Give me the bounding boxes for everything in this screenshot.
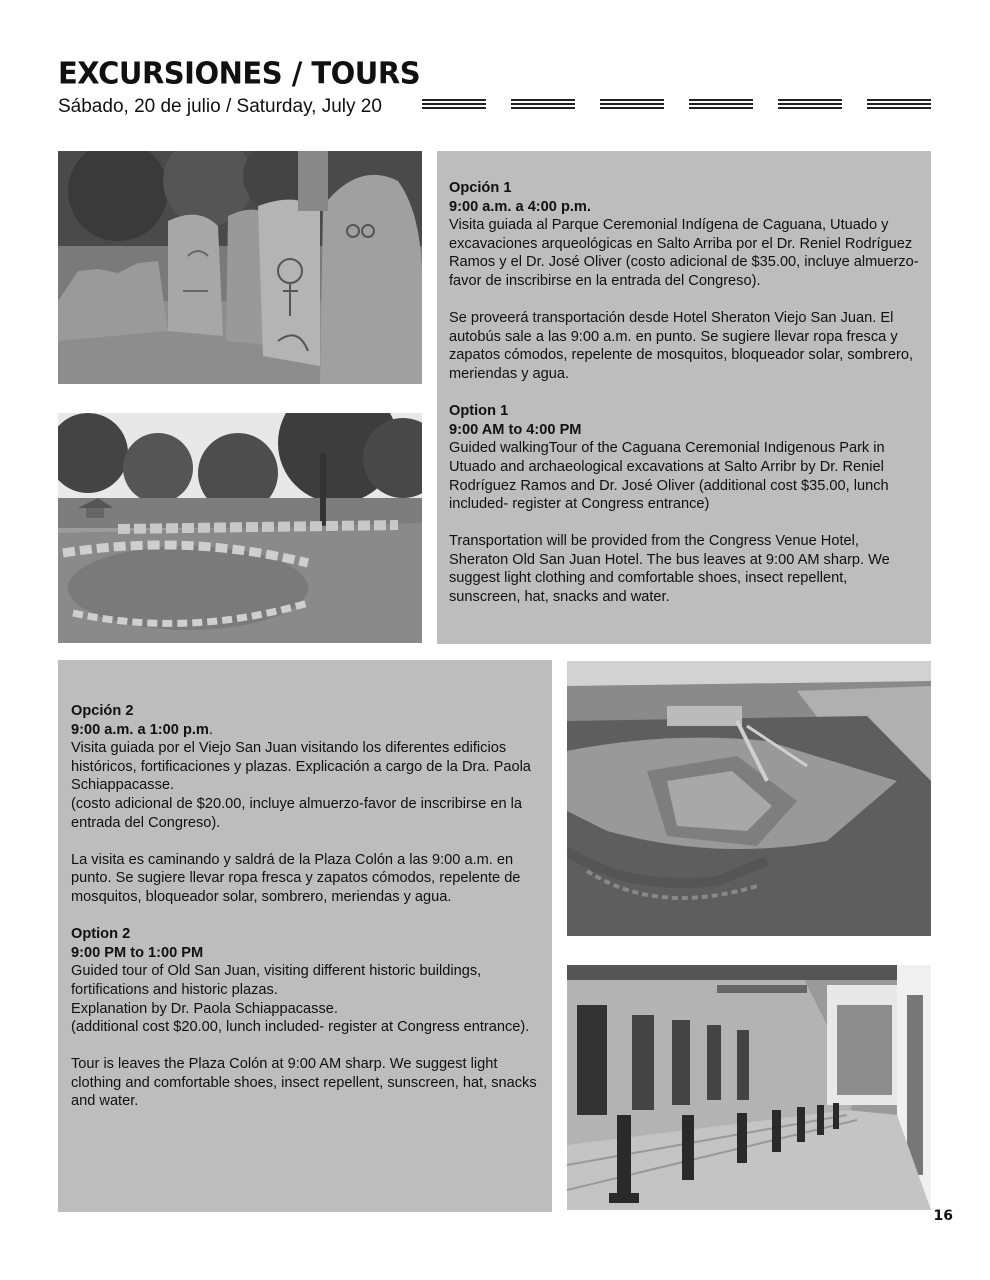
option1-en-time: 9:00 AM to 4:00 PM	[449, 421, 582, 438]
option2-en-time: 9:00 PM to 1:00 PM	[71, 944, 204, 961]
option2-es-description: Visita guiada por el Viejo San Juan visitando los diferentes edificios históricos, fortificaciones y plazas. Explicación a cargo de la Dra. Paola Schiappacasse.	[71, 740, 531, 794]
option2-es-time: 9:00 a.m. a 1:00 p.m	[71, 721, 209, 738]
photo-aerial-fortress	[567, 661, 931, 936]
option2-en-description: Guided tour of Old San Juan, visiting different historic buildings, fortifications and historic plazas.	[71, 963, 482, 998]
option1-es-description: Visita guiada al Parque Ceremonial Indígena de Caguana, Utuado y excavaciones arqueológicas en Salto Arriba por el Dr. Reniel Rodríguez Ramos y el Dr. José Oliver (costo adicional de $35.00, incluye almuerzo-favor de inscribirse en la entrada del Congreso).	[449, 217, 919, 289]
option2-en-explanation: Explanation by Dr. Paola Schiappacasse.	[71, 1000, 338, 1017]
rule-segment	[867, 99, 931, 110]
photo-colonial-street	[567, 965, 931, 1210]
option1-en-heading: Option 1	[449, 403, 509, 420]
option2-es-time-suffix: .	[208, 721, 213, 738]
rule-segment	[422, 99, 486, 110]
option1-box	[437, 151, 931, 644]
photo-ceremonial-plaza	[58, 413, 422, 643]
page-number: 16	[933, 1208, 953, 1224]
option1-en-description: Guided walkingTour of the Caguana Ceremonial Indigenous Park in Utuado and archaeological excavations at Salto Arribr by Dr. Reniel Rodríguez Ramos and Dr. José Oliver (additional cost $35.00, lunch included- register at Congress entrance)	[449, 440, 889, 513]
option1-en-transport: Transportation will be provided from the Congress Venue Hotel, Sheraton Old San Juan Hotel. The bus leaves at 9:00 AM sharp. We suggest light clothing and comfortable shoes, insect repellent, sunscreen, hat, snacks and water.	[449, 533, 890, 606]
page-title: EXCURSIONES / TOURS	[58, 55, 421, 91]
option1-es-heading: Opción 1	[449, 180, 512, 196]
option1-es-transport: Se proveerá transportación desde Hotel Sheraton Viejo San Juan. El autobús sale a las 9:00 a.m. en punto. Se sugiere llevar ropa fresca y zapatos cómodos, repelente de mosquitos, bloqueador solar, sombrero, meriendas y agua.	[449, 310, 914, 382]
option1-es-block	[449, 179, 919, 291]
option2-es-block	[71, 702, 540, 832]
option2-es-walk: La visita es caminando y saldrá de la Plaza Colón a las 9:00 a.m. en punto. Se sugiere llevar ropa fresca y zapatos cómodos, repelente de mosquitos, bloqueador solar, sombrero, meriendas y agua.	[71, 851, 521, 905]
rule-segment	[511, 99, 575, 110]
option2-box	[58, 660, 552, 1212]
option2-es-heading: Opción 2	[71, 703, 134, 719]
option2-en-walk: Tour is leaves the Plaza Colón at 9:00 AM sharp. We suggest light clothing and comfortable shoes, insect repellent, sunscreen, hat, snacks and water.	[71, 1056, 537, 1110]
option1-en-block	[449, 402, 919, 514]
option1-es-time: 9:00 a.m. a 4:00 p.m.	[449, 198, 591, 215]
option2-en-block	[71, 925, 540, 1037]
option2-en-cost: (additional cost $20.00, lunch included- register at Congress entrance).	[71, 1019, 530, 1036]
rule-segment	[778, 99, 842, 110]
photo-petroglyph-stones	[58, 151, 422, 384]
rule-segment	[689, 99, 753, 110]
option2-en-heading: Option 2	[71, 926, 131, 943]
decorative-rules	[422, 99, 932, 111]
option2-es-cost: (costo adicional de $20.00, incluye almuerzo-favor de inscribirse en la entrada del Congreso).	[71, 795, 523, 831]
rule-segment	[600, 99, 664, 110]
page-subtitle-date: Sábado, 20 de julio / Saturday, July 20	[58, 96, 382, 117]
